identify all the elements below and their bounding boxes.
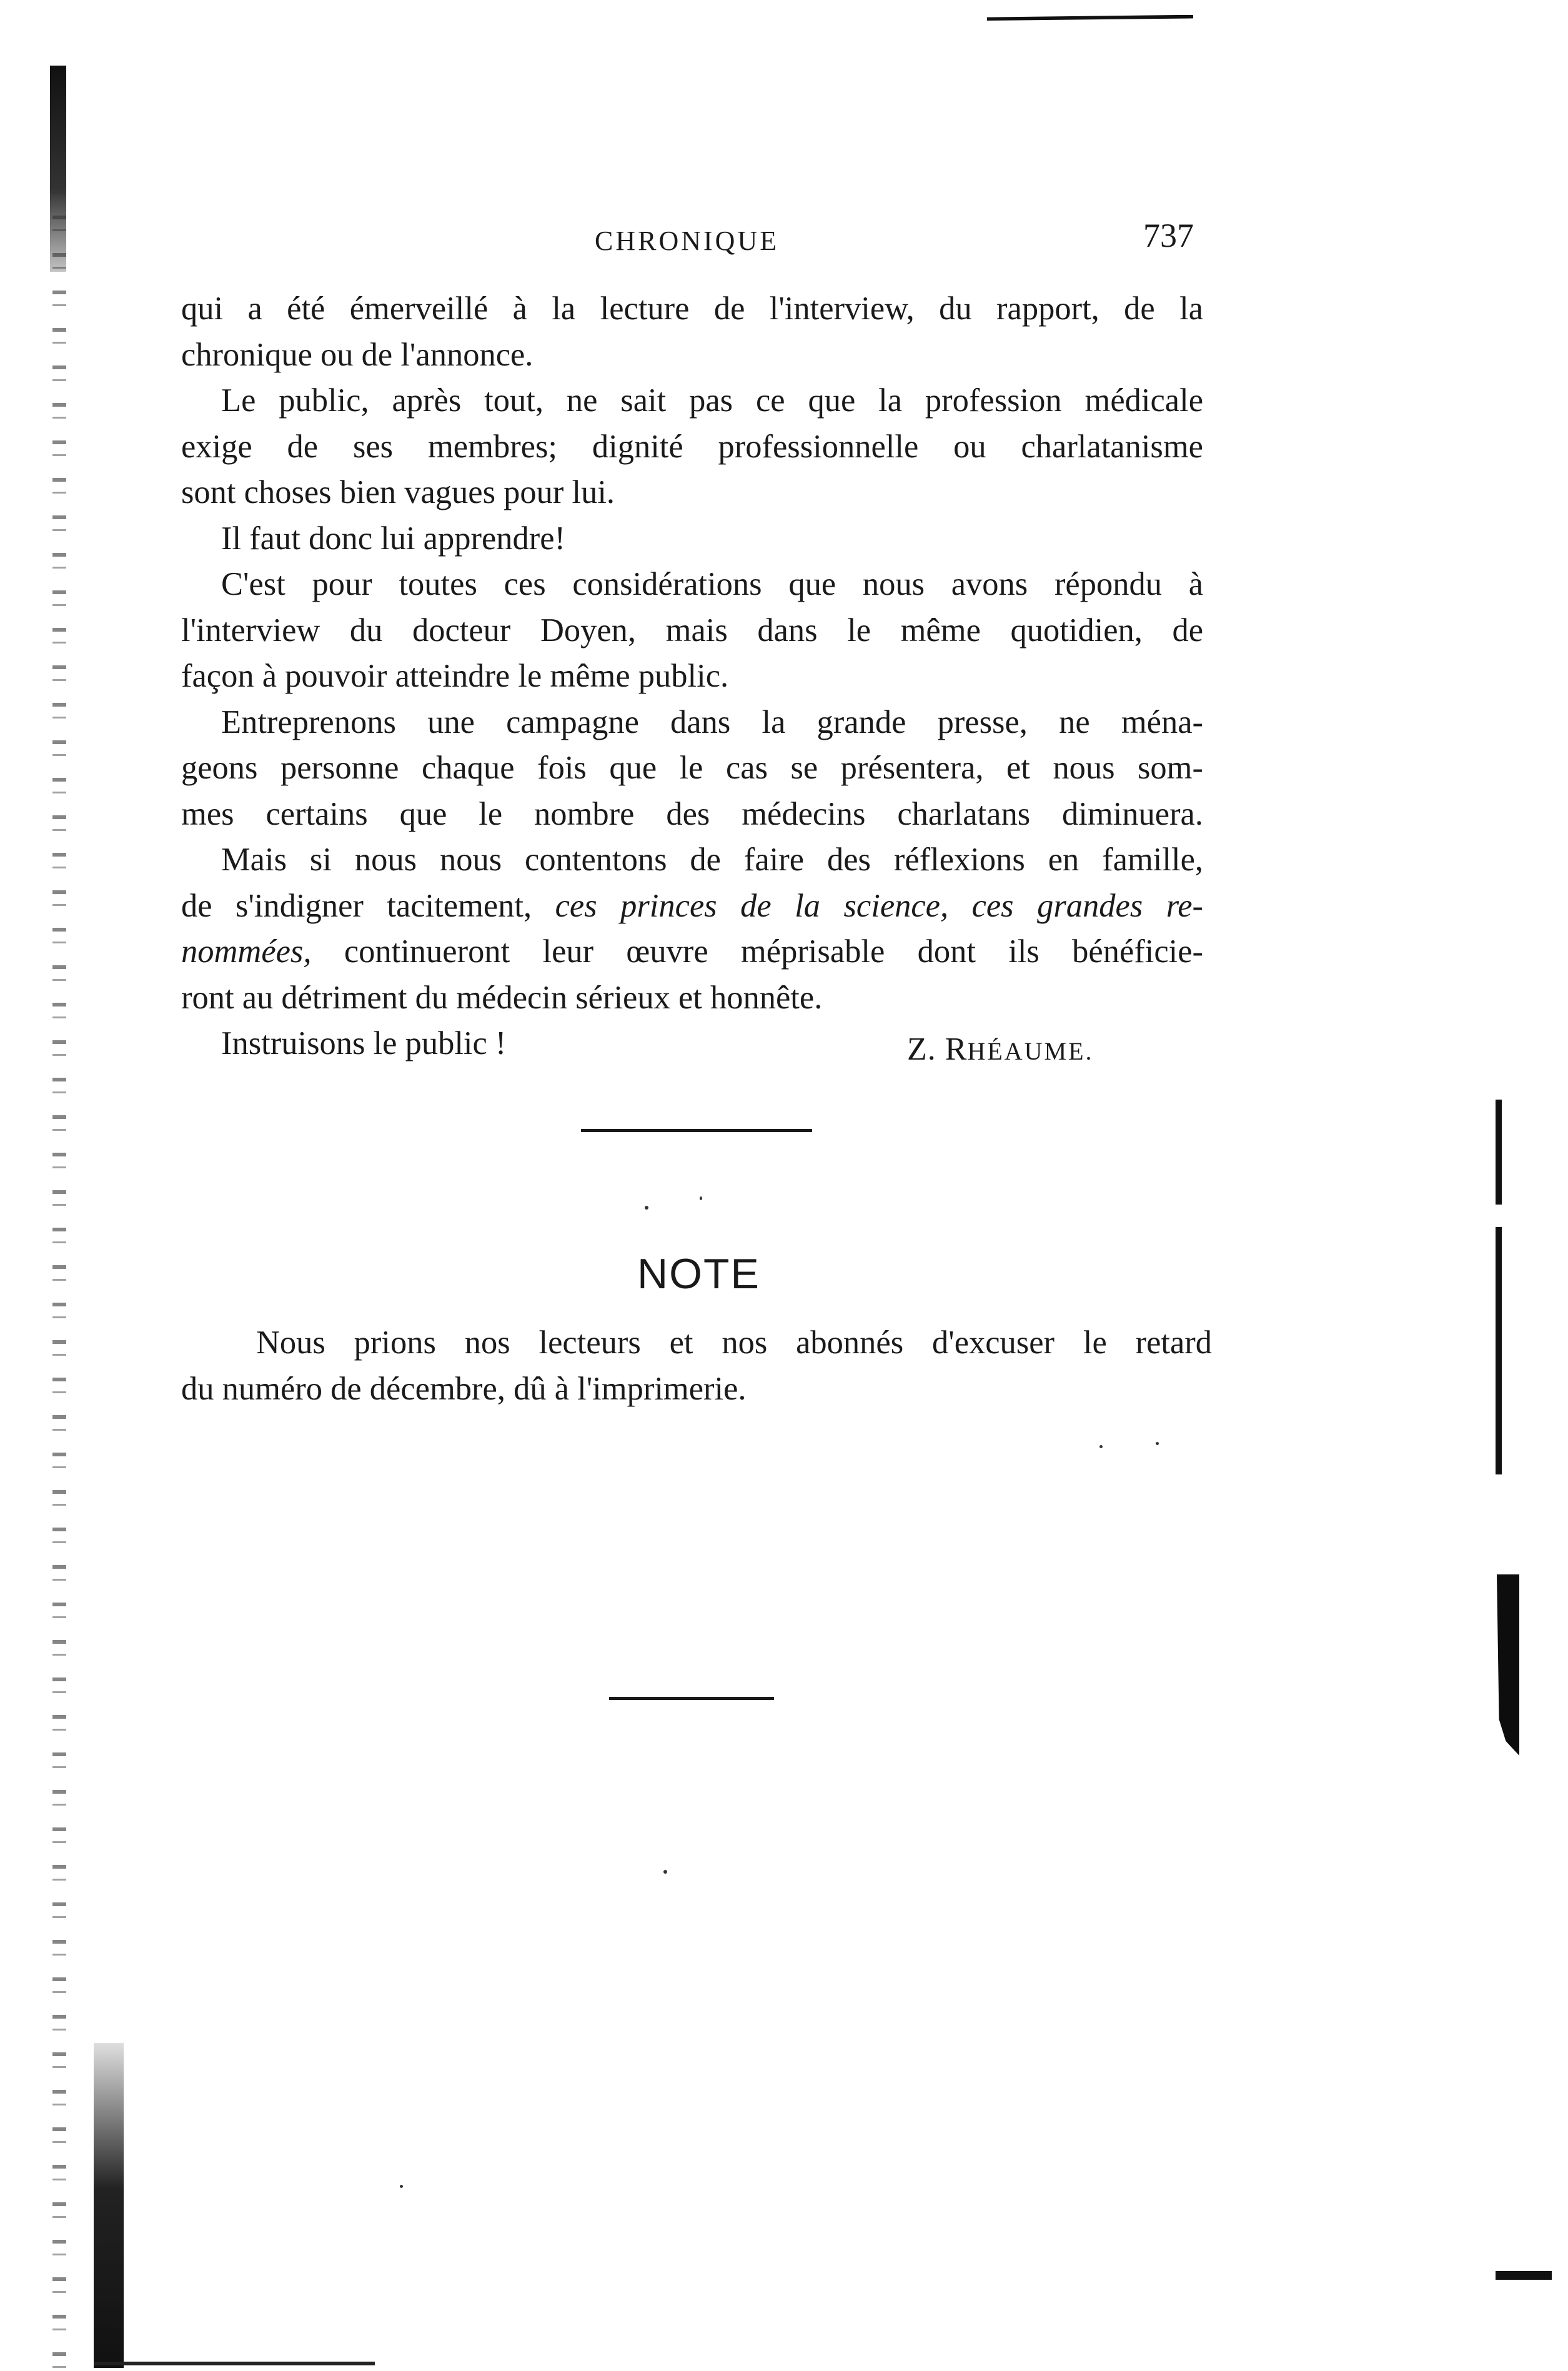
scan-right-edge: [1496, 1100, 1502, 1474]
text-line: façon à pouvoir atteindre le même public.: [181, 658, 729, 694]
text-line: l'interview du docteur Doyen, mais dans le même quotidien, de: [181, 612, 1203, 649]
text-line: Le public, après tout, ne sait pas ce que la profession médicale: [221, 382, 1203, 419]
scan-speck: [700, 1196, 702, 1200]
text-line: qui a été émerveillé à la lecture de l'interview, du rapport, de la: [181, 291, 1203, 327]
section-divider: [581, 1129, 812, 1132]
scan-speck: [663, 1870, 667, 1874]
text-segment: de s'indigner tacitement,: [181, 887, 555, 924]
text-line: Instruisons le public !: [221, 1025, 507, 1061]
text-line: ront au détriment du médecin sérieux et honnête.: [181, 979, 823, 1016]
text-line: Mais si nous nous contentons de faire des réflexions en famille,: [221, 842, 1203, 878]
text-segment: continueront leur œuvre méprisable dont ils bénéficie-: [311, 933, 1203, 970]
scan-speck: [1156, 1442, 1159, 1445]
text-line: [181, 883, 1203, 930]
scan-bottom-edge: [94, 2362, 375, 2365]
end-divider: [609, 1697, 774, 1700]
text-line: chronique ou de l'annonce.: [181, 336, 533, 373]
text-line: Entreprenons une campagne dans la grande presse, ne ména-: [221, 703, 1203, 740]
scan-right-edge-mark: [1496, 2271, 1552, 2280]
text-line: geons personne chaque fois que le cas se présentera, et nous som-: [181, 750, 1203, 786]
body-text: [181, 286, 1203, 1067]
scan-left-edge-bottom: [94, 2043, 124, 2368]
scan-edge-mark: [987, 15, 1193, 21]
scan-left-edge: [52, 66, 66, 2371]
signature-initial: Z. R: [907, 1031, 968, 1067]
scan-left-edge-top: [50, 66, 66, 272]
scan-right-edge-blot: [1497, 1574, 1519, 1756]
text-line: Nous prions nos lecteurs et nos abonnés d'excuser le retard: [256, 1325, 1212, 1361]
scan-speck: [400, 2185, 403, 2188]
text-line: exige de ses membres; dignité professionnelle ou charlatanisme: [181, 428, 1203, 465]
author-signature: [907, 1031, 1094, 1068]
scan-speck: [645, 1206, 648, 1210]
note-heading: NOTE: [637, 1250, 760, 1298]
signature-surname: HÉAUME.: [967, 1037, 1094, 1065]
text-line: Il faut donc lui apprendre!: [221, 520, 566, 557]
text-line: C'est pour toutes ces considérations que nous avons répondu à: [221, 566, 1203, 602]
text-line: du numéro de décembre, dû à l'imprimerie.: [181, 1370, 747, 1407]
note-text: [181, 1320, 1212, 1412]
running-head: CHRONIQUE: [595, 226, 780, 256]
text-line: sont choses bien vagues pour lui.: [181, 474, 615, 510]
italic-segment: nommées,: [181, 933, 312, 970]
scan-speck: [1099, 1445, 1103, 1448]
page-number: 737: [1143, 217, 1194, 254]
italic-segment: ces princes de la science, ces grandes re-: [555, 887, 1203, 924]
text-line: [181, 929, 1203, 975]
text-line: mes certains que le nombre des médecins charlatans diminuera.: [181, 795, 1203, 832]
